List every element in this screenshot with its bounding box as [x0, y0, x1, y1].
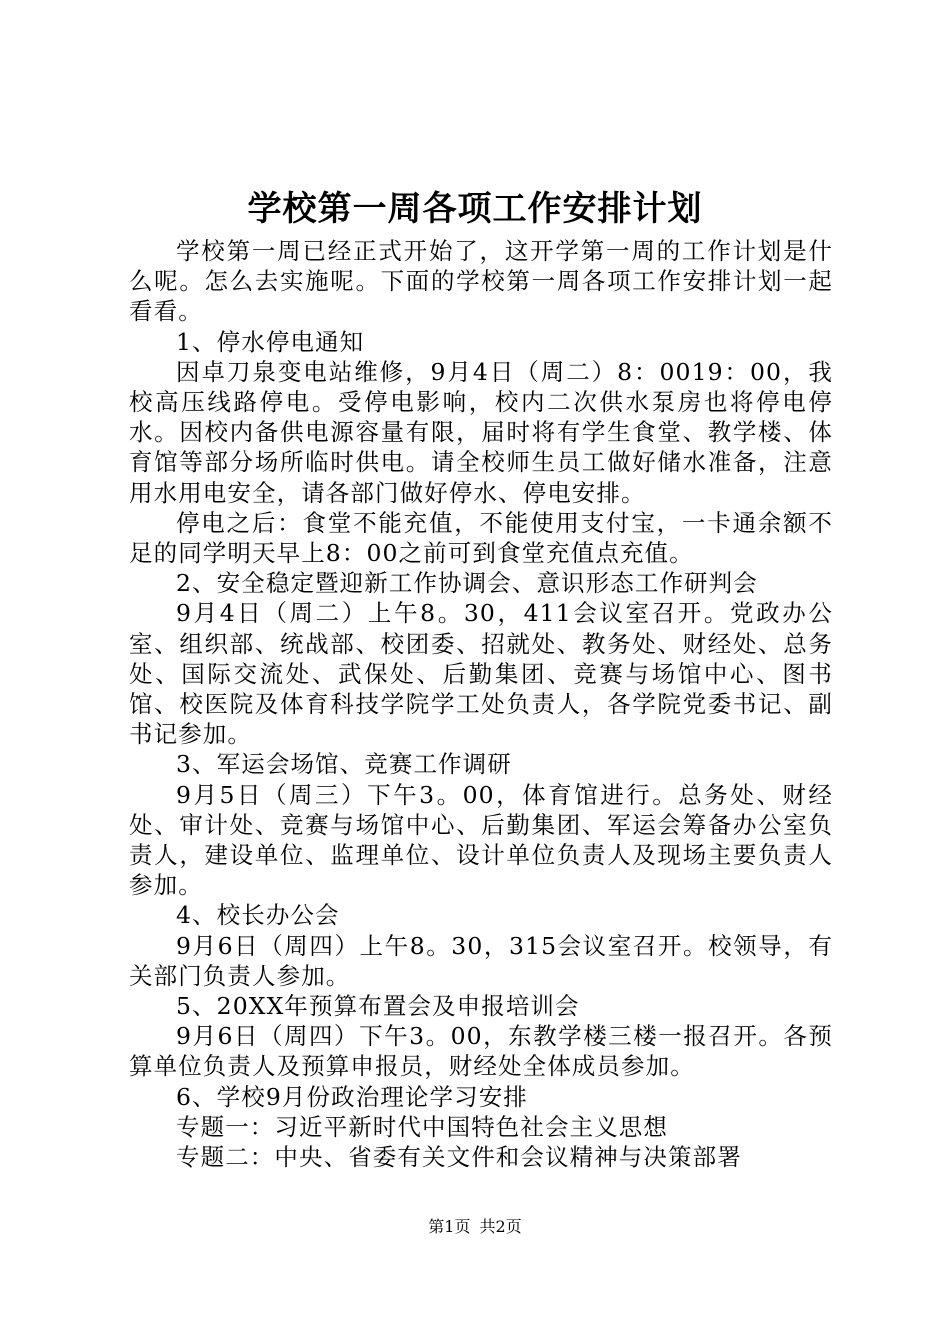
page-footer — [0, 1216, 950, 1238]
paragraph-5: 9月6日（周四）下午3。00，东教学楼三楼一报召开。各预算单位负责人及预算申报员，财经处全体成员参加。 — [129, 1022, 833, 1081]
page-total: 共2页 — [479, 1217, 522, 1236]
topic-2: 专题二：中央、省委有关文件和会议精神与决策部署 — [176, 1143, 742, 1172]
section-heading-2: 2、安全稳定暨迎新工作协调会、意识形态工作研判会 — [176, 569, 758, 598]
section-heading-3: 3、军运会场馆、竞赛工作调研 — [176, 750, 512, 779]
paragraph-2: 9月4日（周二）上午8。30，411会议室召开。党政办公室、组织部、统战部、校团委、招就处、教务处、财经处、总务处、国际交流处、武保处、后勤集团、竞赛与场馆中心、图书馆、校医院及体育科技学院学工处负责人，各学院党委书记、副书记参加。 — [129, 599, 833, 749]
paragraph-1b: 停电之后：食堂不能充值，不能使用支付宝，一卡通余额不足的同学明天早上8：00之前可到食堂充值点充值。 — [129, 508, 833, 568]
paragraph-3: 9月5日（周三）下午3。00，体育馆进行。总务处、财经处、审计处、竞赛与场馆中心、后勤集团、军运会筹备办公室负责人，建设单位、监理单位、设计单位负责人及现场主要负责人参加。 — [129, 780, 833, 900]
section-heading-4: 4、校长办公会 — [176, 901, 340, 930]
section-heading-6: 6、学校9月份政治理论学习安排 — [176, 1082, 528, 1111]
document-title: 学校第一周各项工作安排计划 — [247, 189, 703, 229]
paragraph-4: 9月6日（周四）上午8。30，315会议室召开。校领导，有关部门负责人参加。 — [129, 931, 833, 990]
topic-1: 专题一：习近平新时代中国特色社会主义思想 — [176, 1112, 668, 1141]
paragraph-1a: 因卓刀泉变电站维修，9月4日（周二）8：0019：00，我校高压线路停电。受停电影响，校内二次供水泵房也将停电停水。因校内备供电源容量有限，届时将有学生食堂、教学楼、体育馆等部分场所临时供电。请全校师生员工做好储水准备，注意用水用电安全，请各部门做好停水、停电安排。 — [129, 357, 833, 507]
paragraph-intro: 学校第一周已经正式开始了，这开学第一周的工作计划是什么呢。怎么去实施呢。下面的学校第一周各项工作安排计划一起看看。 — [129, 237, 833, 326]
section-heading-5: 5、20XX年预算布置会及申报培训会 — [176, 992, 580, 1021]
document-body — [129, 236, 833, 1172]
page-number: 第1页 — [428, 1217, 471, 1236]
section-heading-1: 1、停水停电通知 — [176, 327, 365, 356]
